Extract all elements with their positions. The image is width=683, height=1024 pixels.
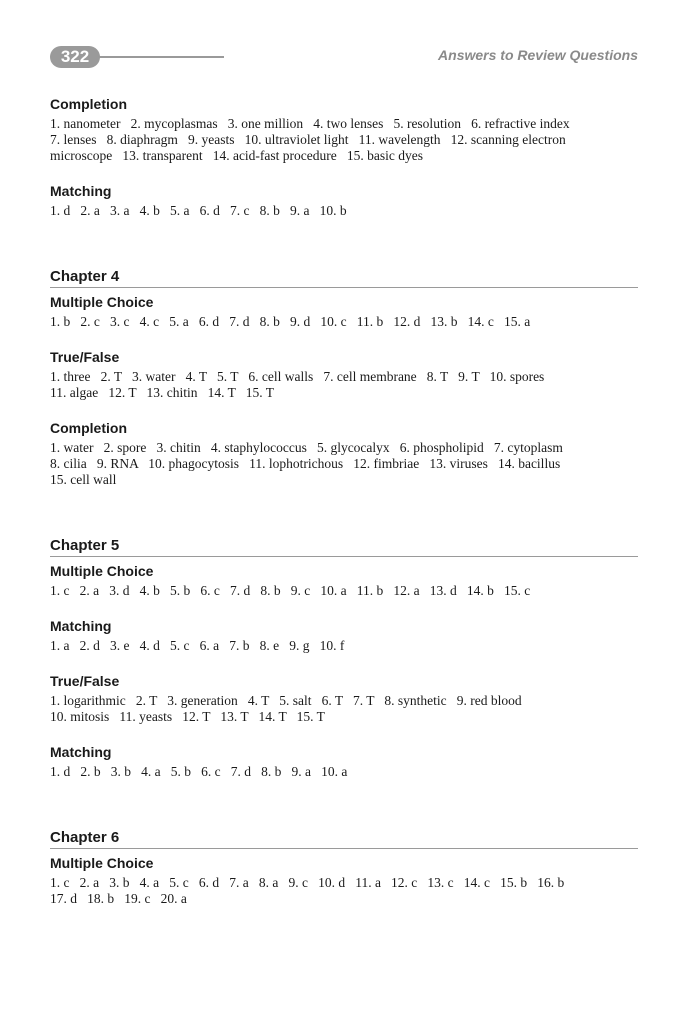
answer-line: 1. c 2. a 3. d 4. b 5. b 6. c 7. d 8. b 9. c 10. a 11. b 12. a 13. d 14. b 15. c: [50, 583, 531, 598]
answer-line: 10. mitosis 11. yeasts 12. T 13. T 14. T 15. T: [50, 709, 325, 724]
chapter-6: [50, 829, 638, 907]
section-matching: [50, 744, 638, 780]
answer-line: 17. d 18. b 19. c 20. a: [50, 891, 187, 906]
answer-list: [50, 583, 638, 599]
section-completion: [50, 96, 638, 164]
header-rule: [96, 56, 224, 58]
section-title: Matching: [50, 618, 112, 634]
answer-list: [50, 369, 638, 401]
section-multiple-choice: [50, 294, 638, 330]
section-title: Matching: [50, 744, 112, 760]
section-true-false: [50, 349, 638, 401]
chapter-5: [50, 537, 638, 780]
answer-line: 1. d 2. b 3. b 4. a 5. b 6. c 7. d 8. b 9. a 10. a: [50, 764, 348, 779]
page-header: [50, 44, 638, 70]
section-title: Multiple Choice: [50, 563, 154, 579]
answer-line: 8. cilia 9. RNA 10. phagocytosis 11. lophotrichous 12. fimbriae 13. viruses 14. bacillus: [50, 456, 561, 471]
section-title: True/False: [50, 673, 120, 689]
answer-list: [50, 203, 638, 219]
answer-line: 7. lenses 8. diaphragm 9. yeasts 10. ultraviolet light 11. wavelength 12. scanning electron: [50, 132, 566, 147]
answer-list: [50, 440, 638, 488]
chapter-heading: Chapter 5: [50, 537, 638, 557]
answer-line: 15. cell wall: [50, 472, 117, 487]
section-title: True/False: [50, 349, 120, 365]
section-title: Completion: [50, 96, 127, 112]
answer-line: microscope 13. transparent 14. acid-fast procedure 15. basic dyes: [50, 148, 423, 163]
section-matching: [50, 618, 638, 654]
section-matching: [50, 183, 638, 219]
answer-line: 11. algae 12. T 13. chitin 14. T 15. T: [50, 385, 274, 400]
answer-line: 1. logarithmic 2. T 3. generation 4. T 5. salt 6. T 7. T 8. synthetic 9. red blood: [50, 693, 522, 708]
chapter-4: [50, 268, 638, 488]
section-title: Multiple Choice: [50, 294, 154, 310]
running-head: Answers to Review Questions: [438, 47, 638, 63]
section-title: Matching: [50, 183, 112, 199]
section-true-false: [50, 673, 638, 725]
answer-line: 1. d 2. a 3. a 4. b 5. a 6. d 7. c 8. b 9. a 10. b: [50, 203, 347, 218]
answer-line: 1. c 2. a 3. b 4. a 5. c 6. d 7. a 8. a 9. c 10. d 11. a 12. c 13. c 14. c 15. b 16. b: [50, 875, 565, 890]
answer-list: [50, 638, 638, 654]
page-number: 322: [60, 47, 90, 66]
section-title: Completion: [50, 420, 127, 436]
answer-list: [50, 764, 638, 780]
answer-line: 1. water 2. spore 3. chitin 4. staphylococcus 5. glycocalyx 6. phospholipid 7. cytoplasm: [50, 440, 563, 455]
answer-list: [50, 693, 638, 725]
answer-line: 1. a 2. d 3. e 4. d 5. c 6. a 7. b 8. e 9. g 10. f: [50, 638, 345, 653]
answer-line: 1. b 2. c 3. c 4. c 5. a 6. d 7. d 8. b 9. d 10. c 11. b 12. d 13. b 14. c 15. a: [50, 314, 531, 329]
answer-list: [50, 875, 638, 907]
section-title: Multiple Choice: [50, 855, 154, 871]
section-completion: [50, 420, 638, 488]
chapter-heading: Chapter 6: [50, 829, 638, 849]
chapter-heading: Chapter 4: [50, 268, 638, 288]
answers-content: [50, 96, 638, 907]
section-multiple-choice: [50, 563, 638, 599]
answer-list: [50, 116, 638, 164]
answer-list: [50, 314, 638, 330]
section-multiple-choice: [50, 855, 638, 907]
answer-line: 1. nanometer 2. mycoplasmas 3. one million 4. two lenses 5. resolution 6. refractive index: [50, 116, 570, 131]
answer-line: 1. three 2. T 3. water 4. T 5. T 6. cell walls 7. cell membrane 8. T 9. T 10. spores: [50, 369, 545, 384]
